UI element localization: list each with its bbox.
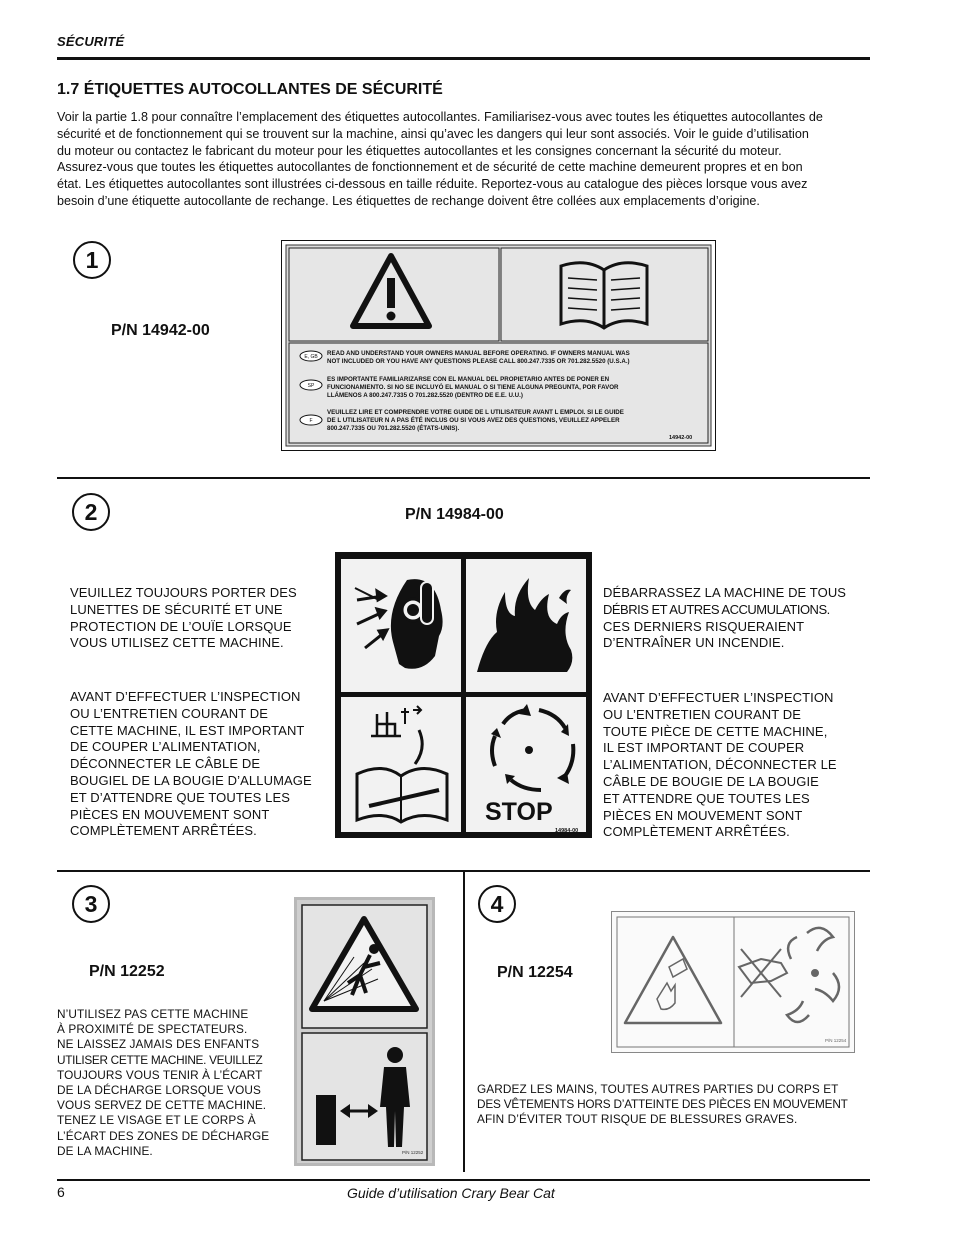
decal1-image [281, 240, 716, 451]
text-line: N’UTILISEZ PAS CETTE MACHINE [57, 1007, 249, 1021]
text-line: COMPLÈTEMENT ARRÊTÉES. [70, 823, 257, 839]
decal1-part-number: P/N 14942-00 [111, 322, 210, 339]
text-line: PIÈCES EN MOUVEMENT SONT [70, 806, 270, 822]
text-line: L’ALIMENTATION, DÉCONNECTER LE [603, 757, 837, 773]
text-line: ET ATTENDRE QUE TOUTES LES [603, 790, 810, 806]
text-line: ET D’ATTENDRE QUE TOUTES LES [70, 789, 290, 805]
text-line: DÉBRIS ET AUTRES ACCUMULATIONS. [603, 601, 830, 617]
decal1-fr-line: DE L UTILISATEUR N A PAS ÉTÉ INCLUS OU SI VOUS AVEZ DES QUESTIONS, VEUILLEZ APPELER [327, 417, 620, 424]
decal3-text [57, 1007, 280, 1159]
text-line: OU L’ENTRETIEN COURANT DE [70, 705, 269, 721]
stop-label: STOP [485, 798, 553, 826]
decal2-part-number: P/N 14984-00 [405, 506, 504, 523]
decal2-code: 14984-00 [555, 828, 579, 834]
footer-title: Guide d’utilisation Crary Bear Cat [347, 1185, 555, 1201]
text-line: DE LA MACHINE. [57, 1143, 153, 1158]
text-line: DÉCONNECTER LE CÂBLE DE [70, 756, 261, 772]
lang-code-sp: SP [307, 383, 315, 389]
lang-code-fr: F [309, 418, 313, 424]
decal3-image [294, 897, 435, 1166]
text-line: UTILISER CETTE MACHINE. VEUILLEZ [57, 1052, 263, 1067]
decal4-image [611, 911, 855, 1053]
intro-line: état. Les étiquettes autocollantes sont illustrées ci-dessous en taille réduite. Reportez-vous au catalogue des pièces lorsque vous avez [57, 177, 808, 192]
text-line: TOUTE PIÈCE DE CETTE MACHINE, [603, 723, 828, 739]
decal2-text-maintenance-left [70, 689, 323, 840]
text-line: D’ENTRAÎNER UN INCENDIE. [603, 635, 785, 651]
section-title: 1.7 ÉTIQUETTES AUTOCOLLANTES DE SÉCURITÉ [57, 81, 443, 98]
decal4-text [477, 1082, 870, 1128]
intro-line: Voir la partie 1.8 pour connaître l’emplacement des étiquettes autocollantes. Familiarisez-vous avec toutes les étiquettes autocollantes de [57, 110, 823, 124]
decal2-text-goggles [70, 585, 323, 652]
text-line: DE LA DÉCHARGE LORSQUE VOUS [57, 1083, 261, 1098]
text-line: PIÈCES EN MOUVEMENT SONT [603, 807, 803, 823]
decal1-fr-line: 800.247.7335 OU 701.282.5520 (ÉTATS-UNIS). [327, 425, 460, 432]
header-rule [57, 57, 870, 60]
decal1-sp-line: ES IMPORTANTE FAMILIARIZARSE CON EL MANUAL DEL PROPIETARIO ANTES DE PONER EN [327, 376, 610, 383]
text-line: CÂBLE DE BOUGIE DE LA BOUGIE [603, 773, 819, 789]
decal3-code: P/N 12252 [402, 1150, 424, 1155]
intro-line: sécurité et de fonctionnement qui se trouvent sur la machine, ainsi qu’avec les dangers qui leur sont associés. Voir le guide d’utilisation [57, 126, 809, 141]
decal2-text-debris [603, 585, 856, 652]
decal1-sp-line: FUNCIONAMIENTO. SI NO SE INCLUYÓ EL MANUAL O SI TIENE ALGUNA PREGUNTA, POR FAVOR [327, 384, 619, 391]
lang-code-en: E, GB [304, 354, 318, 360]
decal1-en-line: READ AND UNDERSTAND YOUR OWNERS MANUAL BEFORE OPERATING. IF OWNERS MANUAL WAS [327, 350, 630, 357]
text-line: AVANT D’EFFECTUER L’INSPECTION [603, 690, 834, 705]
decal1-code: 14942-00 [669, 435, 693, 441]
text-line: TOUJOURS VOUS TENIR À L’ÉCART [57, 1067, 263, 1082]
text-line: CETTE MACHINE, IL EST IMPORTANT [70, 722, 305, 738]
decal-number-4: 4 [478, 885, 516, 923]
decal4-part-number: P/N 12254 [497, 964, 573, 981]
decal1-fr-line: VEUILLEZ LIRE ET COMPRENDRE VOTRE GUIDE DE L UTILISATEUR AVANT L EMPLOI. SI LE GUIDE [327, 409, 624, 416]
text-line: À PROXIMITÉ DE SPECTATEURS. [57, 1022, 248, 1037]
text-line: AFIN D’ÉVITER TOUT RISQUE DE BLESSURES GRAVES. [477, 1112, 798, 1127]
decal1-en-line: NOT INCLUDED OR YOU HAVE ANY QUESTIONS PLEASE CALL 800.247.7335 OR 701.282.5520 (U.S.A.) [327, 358, 630, 365]
decal-number-3: 3 [72, 885, 110, 923]
column-divider [463, 871, 465, 1172]
text-line: VEUILLEZ TOUJOURS PORTER DES [70, 585, 297, 600]
decal3-part-number: P/N 12252 [89, 963, 165, 980]
text-line: VOUS SERVEZ DE CETTE MACHINE. [57, 1098, 267, 1113]
text-line: CES DERNIERS RISQUERAIENT [603, 618, 805, 634]
text-line: OU L’ENTRETIEN COURANT DE [603, 706, 802, 722]
text-line: DE COUPER L’ALIMENTATION, [70, 739, 261, 755]
text-line: DES VÊTEMENTS HORS D’ATTEINTE DES PIÈCES EN MOUVEMENT [477, 1097, 848, 1112]
text-line: TENEZ LE VISAGE ET LE CORPS À [57, 1113, 256, 1128]
decal-number-1: 1 [73, 241, 111, 279]
text-line: DÉBARRASSEZ LA MACHINE DE TOUS [603, 585, 847, 600]
intro-line: du moteur ou contactez le fabricant du moteur pour les étiquettes autocollantes et les consignes concernant la sécurité du moteur. [57, 143, 782, 158]
decal1-sp-line: LLÁMENOS A 800.247.7335 O 701.282.5520 (DENTRO DE E.E. U.U.) [327, 392, 523, 399]
text-line: BOUGIEL DE LA BOUGIE D’ALLUMAGE [70, 772, 312, 788]
text-line: IL EST IMPORTANT DE COUPER [603, 740, 805, 756]
intro-line: besoin d’une étiquette autocollante de rechange. Les étiquettes de rechange doivent être collées aux emplacements d’origine. [57, 193, 760, 208]
text-line: GARDEZ LES MAINS, TOUTES AUTRES PARTIES DU CORPS ET [477, 1082, 839, 1096]
text-line: LUNETTES DE SÉCURITÉ ET UNE [70, 601, 283, 617]
intro-paragraph [57, 109, 870, 210]
running-header: SÉCURITÉ [57, 34, 125, 49]
intro-line: Assurez-vous que toutes les étiquettes autocollantes de fonctionnement et de sécurité de cette machine demeurent propres et en bon [57, 160, 803, 175]
footer-rule [57, 1179, 870, 1181]
page-number: 6 [57, 1184, 65, 1200]
decal2-image [335, 552, 592, 838]
decal4-code: P/N 12254 [825, 1038, 847, 1043]
section-divider-1 [57, 477, 870, 479]
decal-number-2: 2 [72, 493, 110, 531]
text-line: VOUS UTILISEZ CETTE MACHINE. [70, 635, 284, 651]
text-line: NE LAISSEZ JAMAIS DES ENFANTS [57, 1037, 260, 1052]
decal2-text-maintenance-right [603, 690, 856, 841]
text-line: AVANT D’EFFECTUER L’INSPECTION [70, 689, 301, 704]
text-line: L’ÉCART DES ZONES DE DÉCHARGE [57, 1128, 270, 1143]
text-line: PROTECTION DE L’OUÏE LORSQUE [70, 618, 292, 634]
text-line: COMPLÈTEMENT ARRÊTÉES. [603, 824, 790, 840]
